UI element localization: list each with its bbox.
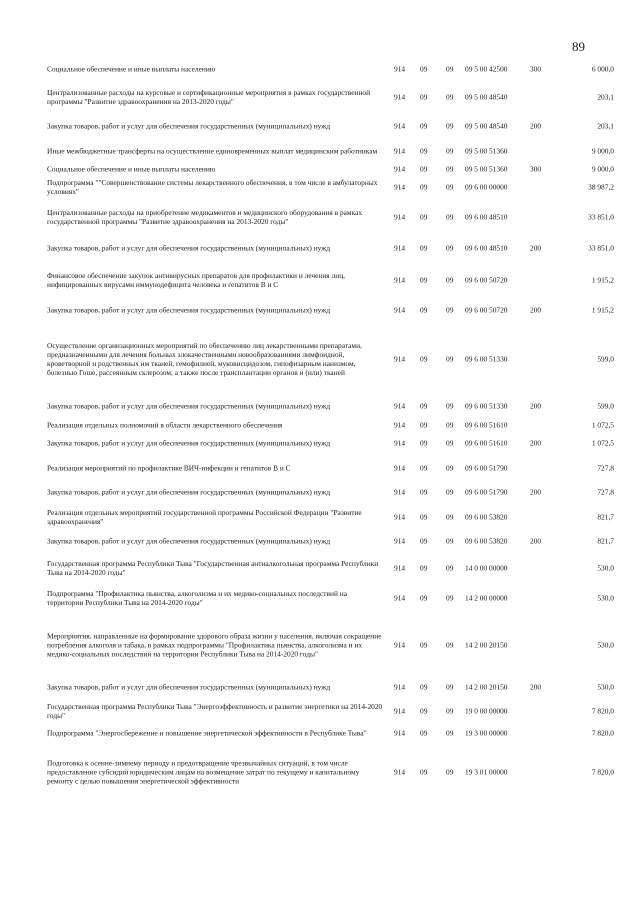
- row-section-code: 09: [420, 512, 428, 522]
- row-target-article-code: 09 5 00 42500: [465, 64, 508, 74]
- table-row: [0, 401, 640, 411]
- row-amount: 7 820,0: [591, 728, 614, 738]
- row-subsection-code: 09: [446, 64, 454, 74]
- row-description: Подпрограмма ""Совершенствование системы лекарственного обеспечения, в том числе в амбулаторных условиях": [47, 178, 378, 196]
- row-section-code: 09: [420, 728, 428, 738]
- row-ved-code: 914: [394, 243, 406, 253]
- row-subsection-code: 09: [446, 682, 454, 692]
- row-subsection-code: 09: [446, 463, 454, 473]
- row-ved-code: 914: [394, 438, 406, 448]
- row-description: Государственная программа Республики Тыва "Государственная антиалкогольная программа Республики Тыва на 2014-2020 годы": [47, 559, 379, 577]
- table-row: [0, 438, 640, 448]
- row-ved-code: 914: [394, 305, 406, 315]
- row-description: Социальное обеспечение и иные выплаты населению: [47, 64, 216, 74]
- row-ved-code: 914: [394, 706, 406, 716]
- row-amount: 33 851,0: [588, 212, 614, 222]
- row-description: Иные межбюджетные трансферты на осуществление единовременных выплат медицинским работникам: [47, 146, 378, 156]
- row-amount: 6 000,0: [591, 64, 614, 74]
- row-target-article-code: 09 6 00 51610: [465, 438, 508, 448]
- row-section-code: 09: [420, 64, 428, 74]
- row-description: Осуществление организационных мероприятий по обеспечению лиц лекарственными препаратами, предназначенными для лечения больных злокачественными новообразованиями лимфоидной, кроветворной и родственных им тканей, гемофилией, муковисцидозом, гипофизарным нанизмом, болезнью Гоше, рассеянным склерозом, а также после трансплантации органов и (или) тканей: [47, 341, 362, 377]
- row-ved-code: 914: [394, 212, 406, 222]
- table-row: [0, 536, 640, 546]
- row-expense-type-code: 200: [530, 305, 542, 315]
- row-ved-code: 914: [394, 463, 406, 473]
- row-ved-code: 914: [394, 682, 406, 692]
- row-subsection-code: 09: [446, 487, 454, 497]
- row-ved-code: 914: [394, 182, 406, 192]
- row-expense-type-code: 300: [530, 164, 542, 174]
- row-ved-code: 914: [394, 563, 406, 573]
- row-section-code: 09: [420, 121, 428, 131]
- row-target-article-code: 09 5 00 51360: [465, 164, 508, 174]
- row-amount: 599,0: [597, 354, 614, 364]
- row-description: Закупка товаров, работ и услуг для обеспечения государственных (муниципальных) нужд: [47, 305, 331, 315]
- row-section-code: 09: [420, 536, 428, 546]
- row-amount: 727,8: [597, 487, 614, 497]
- row-section-code: 09: [420, 682, 428, 692]
- row-target-article-code: 19 3 01 00000: [465, 767, 508, 777]
- row-section-code: 09: [420, 354, 428, 364]
- row-subsection-code: 09: [446, 593, 454, 603]
- row-amount: 599,0: [597, 401, 614, 411]
- row-section-code: 09: [420, 563, 428, 573]
- table-row: [0, 64, 640, 74]
- row-target-article-code: 14 0 00 00000: [465, 563, 508, 573]
- table-row: [0, 723, 640, 743]
- table-row: [0, 243, 640, 253]
- row-target-article-code: 09 5 00 51360: [465, 146, 508, 156]
- table-row: [0, 625, 640, 665]
- row-ved-code: 914: [394, 164, 406, 174]
- row-target-article-code: 14 2 00 20150: [465, 640, 508, 650]
- row-section-code: 09: [420, 243, 428, 253]
- row-expense-type-code: 200: [530, 682, 542, 692]
- row-target-article-code: 14 2 00 00000: [465, 593, 508, 603]
- row-subsection-code: 09: [446, 354, 454, 364]
- row-subsection-code: 09: [446, 767, 454, 777]
- row-subsection-code: 09: [446, 121, 454, 131]
- row-section-code: 09: [420, 401, 428, 411]
- row-description: Реализация отдельных полномочий в области лекарственного обеспечения: [47, 420, 283, 430]
- row-subsection-code: 09: [446, 563, 454, 573]
- row-section-code: 09: [420, 182, 428, 192]
- table-row: [0, 305, 640, 315]
- row-subsection-code: 09: [446, 164, 454, 174]
- row-target-article-code: 09 6 00 00000: [465, 182, 508, 192]
- row-description: Закупка товаров, работ и услуг для обеспечения государственных (муниципальных) нужд: [47, 121, 331, 131]
- row-ved-code: 914: [394, 401, 406, 411]
- row-target-article-code: 09 5 00 48540: [465, 121, 508, 131]
- row-ved-code: 914: [394, 536, 406, 546]
- row-description: Закупка товаров, работ и услуг для обеспечения государственных (муниципальных) нужд: [47, 487, 331, 497]
- row-subsection-code: 09: [446, 243, 454, 253]
- row-ved-code: 914: [394, 354, 406, 364]
- row-description: Закупка товаров, работ и услуг для обеспечения государственных (муниципальных) нужд: [47, 243, 331, 253]
- row-amount: 1 915,2: [591, 275, 614, 285]
- row-amount: 7 820,0: [591, 767, 614, 777]
- row-target-article-code: 09 6 00 50720: [465, 305, 508, 315]
- table-row: [0, 141, 640, 161]
- row-section-code: 09: [420, 438, 428, 448]
- row-description: Централизованные расходы на курсовые и сертификационные мероприятия в рамках государственной программы "Развитие здравоохранения на 2013-2020 годы": [47, 88, 371, 106]
- table-row: [0, 507, 640, 527]
- row-target-article-code: 14 2 00 20150: [465, 682, 508, 692]
- table-row: [0, 682, 640, 692]
- row-amount: 530,0: [597, 593, 614, 603]
- row-subsection-code: 09: [446, 640, 454, 650]
- row-section-code: 09: [420, 212, 428, 222]
- row-amount: 821,7: [597, 512, 614, 522]
- row-target-article-code: 09 5 00 48540: [465, 92, 508, 102]
- row-target-article-code: 19 3 00 00000: [465, 728, 508, 738]
- row-amount: 33 851,0: [588, 243, 614, 253]
- row-section-code: 09: [420, 146, 428, 156]
- row-target-article-code: 09 6 00 48510: [465, 212, 508, 222]
- row-ved-code: 914: [394, 767, 406, 777]
- table-row: [0, 757, 640, 787]
- row-description: Закупка товаров, работ и услуг для обеспечения государственных (муниципальных) нужд: [47, 401, 331, 411]
- row-section-code: 09: [420, 767, 428, 777]
- row-amount: 203,1: [597, 92, 614, 102]
- row-target-article-code: 19 0 00 00000: [465, 706, 508, 716]
- row-ved-code: 914: [394, 487, 406, 497]
- row-subsection-code: 09: [446, 706, 454, 716]
- row-description: Подготовка к осенне-зимнему периоду и предотвращение чрезвычайных ситуаций, в том числе предоставление субсидий юридическим лицам на возмещение затрат по текущему и капитальному ремонту с целью повышения энергетической эффективности: [47, 758, 360, 786]
- row-ved-code: 914: [394, 420, 406, 430]
- row-description: Закупка товаров, работ и услуг для обеспечения государственных (муниципальных) нужд: [47, 438, 331, 448]
- row-section-code: 09: [420, 706, 428, 716]
- row-ved-code: 914: [394, 593, 406, 603]
- row-ved-code: 914: [394, 64, 406, 74]
- table-row: [0, 487, 640, 497]
- row-amount: 530,0: [597, 682, 614, 692]
- row-subsection-code: 09: [446, 146, 454, 156]
- row-amount: 1 072,5: [591, 438, 614, 448]
- row-ved-code: 914: [394, 640, 406, 650]
- row-expense-type-code: 300: [530, 64, 542, 74]
- table-row: [0, 332, 640, 387]
- row-section-code: 09: [420, 593, 428, 603]
- row-section-code: 09: [420, 463, 428, 473]
- row-section-code: 09: [420, 640, 428, 650]
- row-description: Централизованные расходы на приобретение медикаментов и медицинского оборудования в рамках государственной программы "Развитие здравоохранения на 2013-2020 годы": [47, 208, 363, 226]
- row-target-article-code: 09 6 00 48510: [465, 243, 508, 253]
- table-row: [0, 270, 640, 290]
- row-subsection-code: 09: [446, 182, 454, 192]
- row-subsection-code: 09: [446, 212, 454, 222]
- table-row: [0, 121, 640, 131]
- row-description: Социальное обеспечение и иные выплаты населению: [47, 164, 216, 174]
- row-section-code: 09: [420, 487, 428, 497]
- row-amount: 9 000,0: [591, 146, 614, 156]
- row-target-article-code: 09 6 00 50720: [465, 275, 508, 285]
- row-target-article-code: 09 6 00 51610: [465, 420, 508, 430]
- row-amount: 38 987,2: [588, 182, 614, 192]
- row-amount: 530,0: [597, 563, 614, 573]
- table-row: [0, 701, 640, 721]
- row-expense-type-code: 200: [530, 243, 542, 253]
- row-subsection-code: 09: [446, 401, 454, 411]
- row-amount: 7 820,0: [591, 706, 614, 716]
- row-ved-code: 914: [394, 512, 406, 522]
- row-target-article-code: 09 6 00 51790: [465, 463, 508, 473]
- row-ved-code: 914: [394, 146, 406, 156]
- row-amount: 203,1: [597, 121, 614, 131]
- row-description: Подпрограмма "Энергосбережение и повышение энергетической эффективности в Республике Тыва": [47, 728, 367, 738]
- table-row: [0, 164, 640, 174]
- row-target-article-code: 09 6 00 53820: [465, 536, 508, 546]
- row-subsection-code: 09: [446, 92, 454, 102]
- row-expense-type-code: 200: [530, 536, 542, 546]
- table-row: [0, 588, 640, 608]
- row-description: Мероприятия, направленные на формирование здорового образа жизни у населения, включая сокращение потребления алкоголя и табака, в рамках подпрограммы "Профилактика пьянства, алкоголизма и их медико-социальных последствий на территории Республики Тыва на 2014-2020 годы": [47, 631, 382, 659]
- row-subsection-code: 09: [446, 438, 454, 448]
- row-subsection-code: 09: [446, 536, 454, 546]
- row-subsection-code: 09: [446, 728, 454, 738]
- row-description: Закупка товаров, работ и услуг для обеспечения государственных (муниципальных) нужд: [47, 536, 331, 546]
- row-amount: 1 072,5: [591, 420, 614, 430]
- table-row: [0, 420, 640, 430]
- row-description: Реализация мероприятий по профилактике ВИЧ-инфекции и гепатитов В и С: [47, 463, 291, 473]
- row-amount: 821,7: [597, 536, 614, 546]
- row-expense-type-code: 200: [530, 438, 542, 448]
- row-amount: 530,0: [597, 640, 614, 650]
- table-row: [0, 463, 640, 473]
- row-target-article-code: 09 6 00 51330: [465, 354, 508, 364]
- table-row: [0, 87, 640, 107]
- row-description: Подпрограмма "Профилактика пьянства, алкоголизма и их медико-социальных последствий на территории Республики Тыва на 2014-2020 годы": [47, 589, 348, 607]
- page-number: 89: [572, 39, 585, 54]
- row-amount: 727,8: [597, 463, 614, 473]
- row-target-article-code: 09 6 00 51790: [465, 487, 508, 497]
- row-description: Закупка товаров, работ и услуг для обеспечения государственных (муниципальных) нужд: [47, 682, 331, 692]
- table-row: [0, 558, 640, 578]
- row-amount: 9 000,0: [591, 164, 614, 174]
- row-subsection-code: 09: [446, 420, 454, 430]
- row-section-code: 09: [420, 275, 428, 285]
- row-subsection-code: 09: [446, 512, 454, 522]
- row-expense-type-code: 200: [530, 401, 542, 411]
- row-ved-code: 914: [394, 92, 406, 102]
- row-ved-code: 914: [394, 121, 406, 131]
- row-description: Реализация отдельных мероприятий государственной программы Российской Федерации "Развитие здравоохранения": [47, 508, 362, 526]
- row-description: Финансовое обеспечение закупок антивирусных препаратов для профилактики и лечения лиц, инфицированных вирусами иммунодефицита человека и гепатитов В и С: [47, 271, 346, 289]
- row-section-code: 09: [420, 92, 428, 102]
- table-row: [0, 177, 640, 197]
- row-expense-type-code: 200: [530, 487, 542, 497]
- row-section-code: 09: [420, 164, 428, 174]
- row-subsection-code: 09: [446, 305, 454, 315]
- table-row: [0, 202, 640, 232]
- row-description: Государственная программа Республики Тыва "Энергоэффективность и развитие энергетики на 2014-2020 годы": [47, 702, 383, 720]
- row-amount: 1 915,2: [591, 305, 614, 315]
- row-section-code: 09: [420, 420, 428, 430]
- row-ved-code: 914: [394, 728, 406, 738]
- row-target-article-code: 09 6 00 51330: [465, 401, 508, 411]
- row-section-code: 09: [420, 305, 428, 315]
- row-expense-type-code: 200: [530, 121, 542, 131]
- row-subsection-code: 09: [446, 275, 454, 285]
- row-ved-code: 914: [394, 275, 406, 285]
- row-target-article-code: 09 6 00 53820: [465, 512, 508, 522]
